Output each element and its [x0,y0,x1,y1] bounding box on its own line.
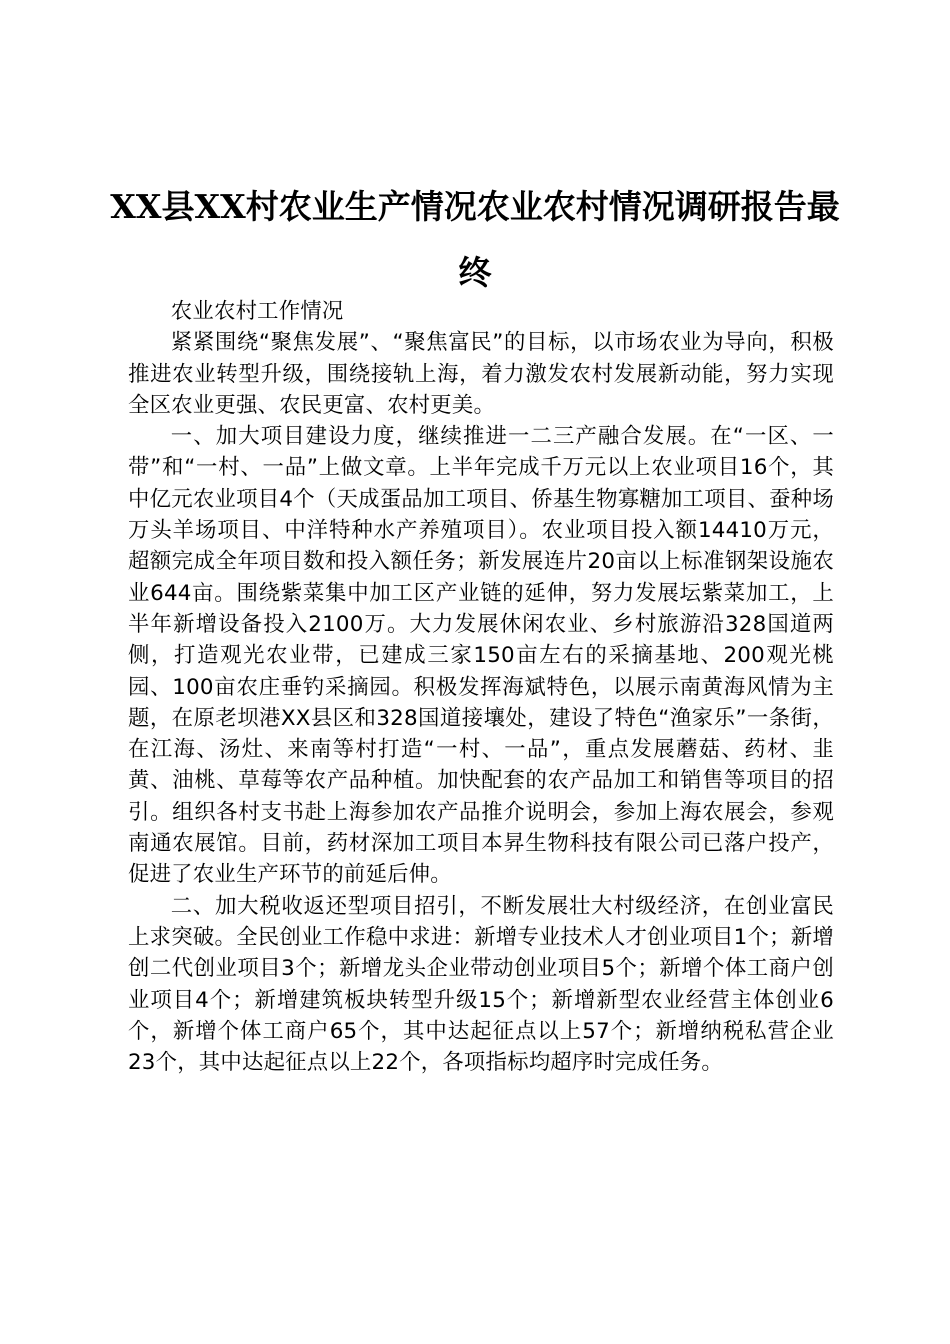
section-one-paragraph: 一、加大项目建设力度，继续推进一二三产融合发展。在“一区、一带”和“一村、一品”上做文章。上半年完成千万元以上农业项目16个，其中亿元农业项目4个（天成蛋品加工项目、侨基生物寡糖加工项目、蚕种场万头羊场项目、中洋特种水产养殖项目）。农业项目投入额14410万元，超额完成全年项目数和投入额任务；新发展连片20亩以上标准钢架设施农业644亩。围绕紫菜集中加工区产业链的延伸，努力发展坛紫菜加工，上半年新增设备投入2100万。大力发展休闲农业、乡村旅游沿328国道两侧，打造观光农业带，已建成三家150亩左右的采摘基地、200观光桃园、100亩农庄垂钓采摘园。积极发挥海斌特色，以展示南黄海风情为主题，在原老坝港XX县区和328国道接壤处，建设了特色“渔家乐”一条街，在江海、汤灶、来南等村打造“一村、一品”，重点发展蘑菇、药材、韭黄、油桃、草莓等农产品种植。加快配套的农产品加工和销售等项目的招引。组织各村支书赴上海参加农产品推介说明会，参加上海农展会，参观南通农展馆。目前，药材深加工项目本昇生物科技有限公司已落户投产，促进了农业生产环节的前延后伸。 [128,424,834,888]
intro-paragraph: 紧紧围绕“聚焦发展”、“聚焦富民”的目标，以市场农业为导向，积极推进农业转型升级，围绕接轨上海，着力激发农村发展新动能，努力实现全区农业更强、农民更富、农村更美。 [128,330,834,418]
section-heading: 农业农村工作情况 [170,299,344,324]
section-two-paragraph: 二、加大税收返还型项目招引，不断发展壮大村级经济，在创业富民上求突破。全民创业工作稳中求进：新增专业技术人才创业项目1个；新增创二代创业项目3个；新增龙头企业带动创业项目5个；新增个体工商户创业项目4个；新增建筑板块转型升级15个；新增新型农业经营主体创业6个，新增个体工商户65个，其中达起征点以上57个；新增纳税私营企业23个，其中达起征点以上22个，各项指标均超序时完成任务。 [128,893,834,1076]
document-title: XX县XX村农业生产情况农业农村情况调研报告最终 [110,187,840,292]
document-body [128,296,834,1078]
